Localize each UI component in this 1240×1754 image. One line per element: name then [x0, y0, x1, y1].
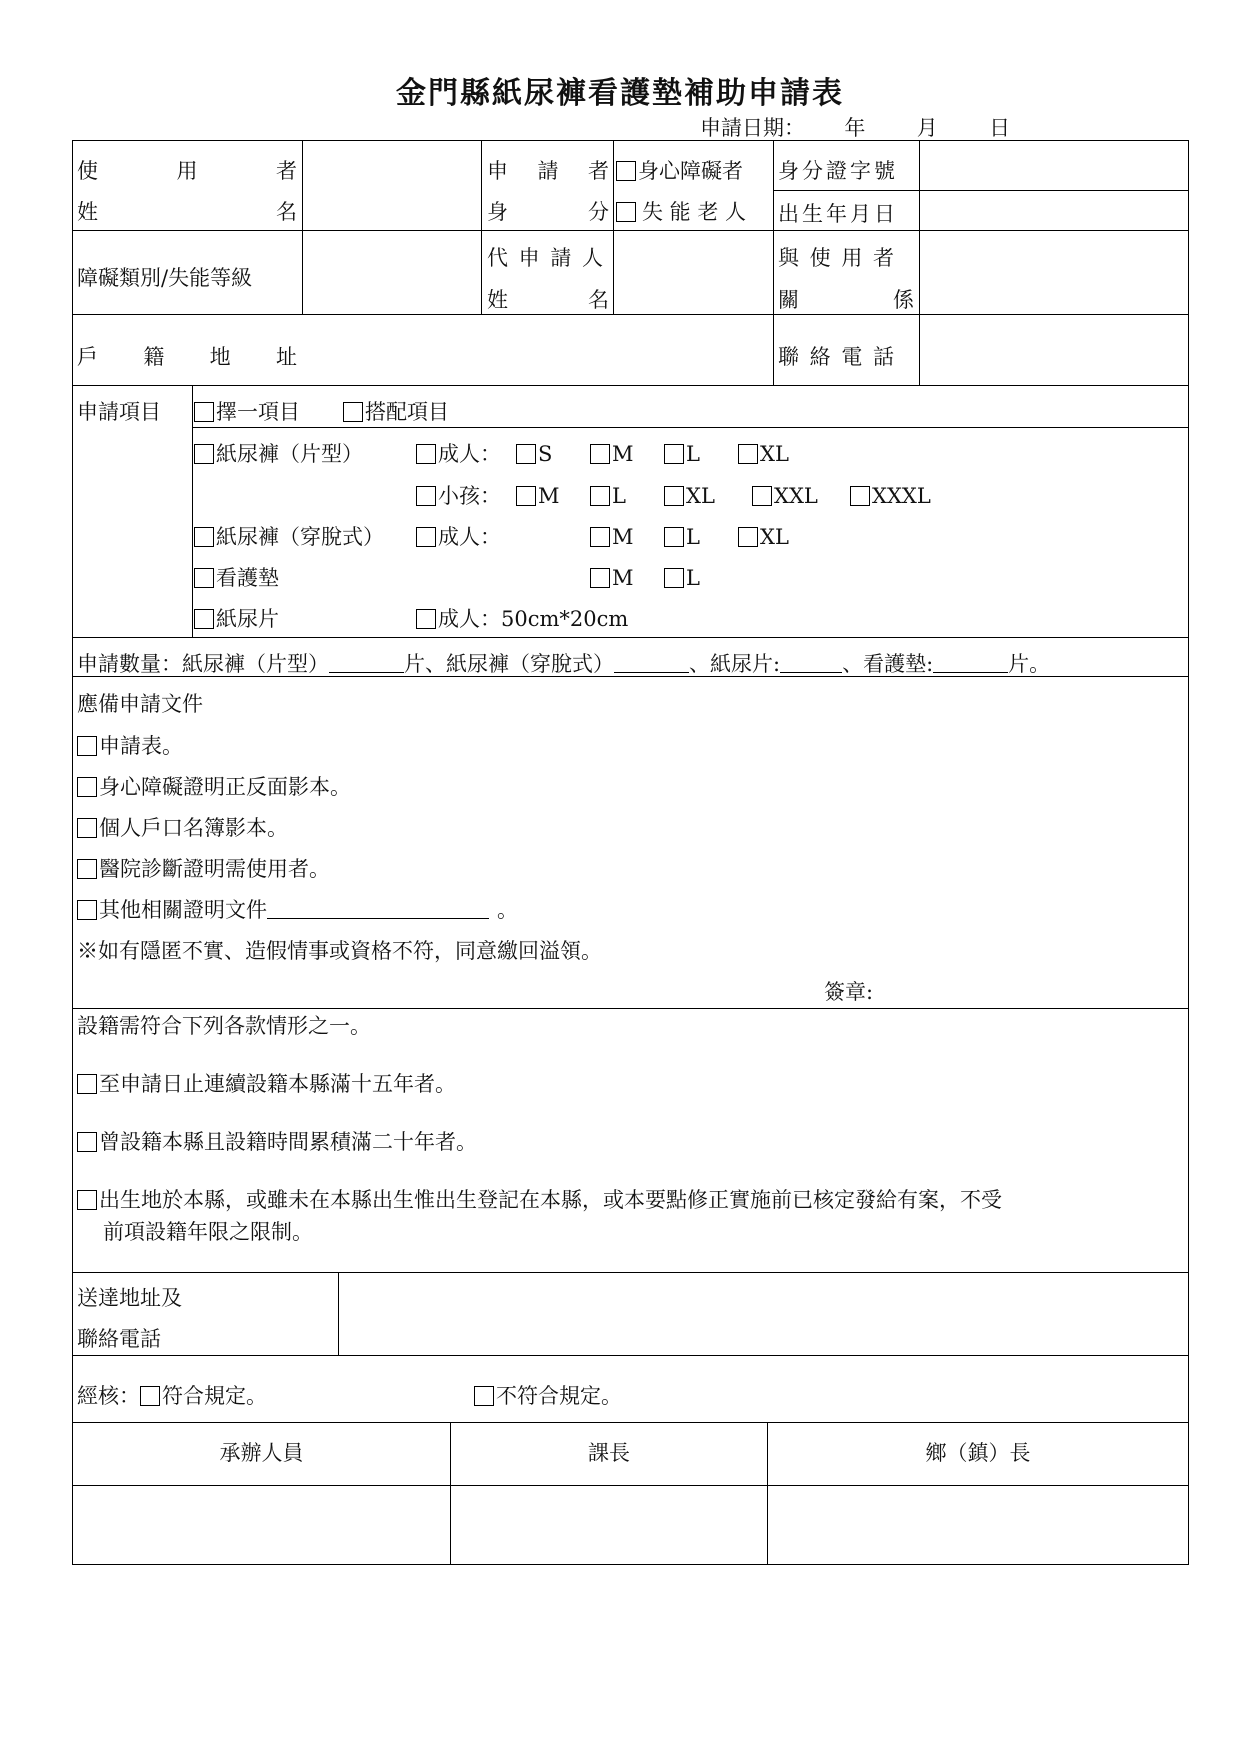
checkbox-diaper-pad-adult[interactable] [416, 609, 436, 629]
pull-size-m[interactable]: M [590, 524, 634, 550]
item-nursing-pad[interactable]: 看護墊 [194, 565, 279, 591]
date-month: 月 [916, 116, 938, 140]
doc-other-blank[interactable] [267, 899, 489, 919]
staff-header: 承辦人員 [219, 1441, 304, 1465]
doc-disability-certificate[interactable]: 身心障礙證明正反面影本。 [77, 774, 351, 800]
sheet-child-size-xxl[interactable]: XXL [752, 483, 818, 509]
sheet-adult-size-xl[interactable]: XL [738, 441, 789, 467]
doc-application-form[interactable]: 申請表。 [77, 733, 183, 759]
checkbox-size[interactable] [738, 444, 758, 464]
sheet-child-size-xxxl[interactable]: XXXL [850, 483, 931, 509]
checkbox-combo[interactable] [343, 402, 363, 422]
agent-name-label-top: 代 申 請 人 [487, 246, 606, 270]
false-statement-note: ※如有隱匿不實、造假情事或資格不符，同意繳回溢領。 [77, 939, 602, 963]
diaper-pull-adult[interactable]: 成人： [416, 524, 501, 550]
birth-date-label: 出生年月日 [778, 202, 898, 226]
contact-phone-field[interactable] [920, 315, 1187, 384]
agent-name-field[interactable] [614, 231, 772, 313]
checkbox-doc[interactable] [77, 859, 97, 879]
applicant-identity-label-top: 申 請 者 [487, 159, 609, 183]
option-choose-one[interactable]: 擇一項目 [194, 399, 300, 425]
id-number-label: 身分證字號 [778, 159, 898, 183]
quantity-pull-blank[interactable] [614, 653, 689, 673]
checkbox-size[interactable] [664, 486, 684, 506]
disability-category-label: 障礙類別/失能等級 [77, 266, 253, 290]
signature-field[interactable] [880, 974, 1180, 1006]
residency-15-years[interactable]: 至申請日止連續設籍本縣滿十五年者。 [77, 1071, 456, 1097]
checkbox-elderly[interactable] [616, 202, 636, 222]
pad-size-l[interactable]: L [664, 565, 700, 591]
user-name-label-bottom: 姓 名 [77, 200, 297, 224]
birth-date-field[interactable] [920, 191, 1187, 229]
sheet-child-size-xl[interactable]: XL [664, 483, 715, 509]
checkbox-review-not-ok[interactable] [474, 1386, 494, 1406]
checkbox-size[interactable] [590, 486, 610, 506]
mayor-header: 鄉（鎮）長 [925, 1441, 1031, 1465]
user-name-label-top: 使 用 者 [77, 159, 297, 183]
checkbox-disabled[interactable] [616, 161, 636, 181]
mayor-sign-field[interactable] [768, 1486, 1188, 1563]
diaper-pad-adult[interactable]: 成人：50cm*20cm [416, 606, 628, 632]
option-combo[interactable]: 搭配項目 [343, 399, 449, 425]
id-number-field[interactable] [920, 141, 1187, 189]
checkbox-size[interactable] [738, 527, 758, 547]
sheet-child-size-m[interactable]: M [516, 483, 560, 509]
date-label: 申請日期： [700, 116, 805, 140]
doc-household-register[interactable]: 個人戶口名簿影本。 [77, 815, 288, 841]
item-diaper-pad[interactable]: 紙尿片 [194, 606, 279, 632]
review-row: 經核： 符合規定。 [77, 1384, 267, 1408]
doc-hospital-diagnosis[interactable]: 醫院診斷證明需使用者。 [77, 856, 330, 882]
user-name-field[interactable] [303, 141, 480, 229]
sheet-adult-size-s[interactable]: S [516, 441, 552, 467]
household-address-field[interactable] [303, 315, 772, 384]
checkbox-size[interactable] [590, 444, 610, 464]
item-diaper-pull[interactable]: 紙尿褲（穿脫式） [194, 524, 384, 550]
checkbox-choose-one[interactable] [194, 402, 214, 422]
chief-sign-field[interactable] [451, 1486, 767, 1563]
date-year: 年 [844, 116, 866, 140]
checkbox-diaper-pull[interactable] [194, 527, 214, 547]
residency-heading: 設籍需符合下列各款情形之一。 [77, 1014, 371, 1038]
checkbox-size[interactable] [590, 527, 610, 547]
signature-label: 簽章: [824, 980, 874, 1004]
application-date [700, 112, 1010, 142]
chief-header: 課長 [588, 1441, 630, 1465]
checkbox-size[interactable] [850, 486, 870, 506]
item-diaper-sheet[interactable]: 紙尿褲（片型） [194, 441, 363, 467]
sheet-adult-size-l[interactable]: L [664, 441, 700, 467]
apply-items-label: 申請項目 [77, 400, 161, 424]
checkbox-pull-adult[interactable] [416, 527, 436, 547]
required-docs-heading: 應備申請文件 [77, 692, 203, 716]
doc-other[interactable]: 其他相關證明文件 。 [77, 897, 518, 923]
delivery-label-line1: 送達地址及 [77, 1286, 182, 1310]
pull-size-xl[interactable]: XL [738, 524, 789, 550]
sheet-child-size-l[interactable]: L [590, 483, 626, 509]
relation-label-bottom: 關 係 [778, 288, 914, 312]
checkbox-sheet-adult[interactable] [416, 444, 436, 464]
relation-field[interactable] [920, 231, 1187, 313]
checkbox-doc[interactable] [77, 818, 97, 838]
review-not-ok[interactable]: 不符合規定。 [474, 1383, 622, 1409]
checkbox-residency[interactable] [77, 1074, 97, 1094]
pull-size-l[interactable]: L [664, 524, 700, 550]
checkbox-doc[interactable] [77, 777, 97, 797]
checkbox-size[interactable] [664, 568, 684, 588]
checkbox-size[interactable] [664, 527, 684, 547]
contact-phone-label: 聯 絡 電 話 [778, 345, 897, 369]
checkbox-size[interactable] [664, 444, 684, 464]
checkbox-doc[interactable] [77, 900, 97, 920]
relation-label-top: 與 使 用 者 [778, 246, 897, 270]
checkbox-residency[interactable] [77, 1190, 97, 1210]
quantity-sheet-blank[interactable] [329, 653, 404, 673]
diaper-sheet-child[interactable]: 小孩： [416, 483, 501, 509]
apply-quantity-row: 申請數量：紙尿褲（片型） 片、紙尿褲（穿脫式） 、紙尿片: 、看護墊: 片。 [77, 652, 1051, 676]
checkbox-sheet-child[interactable] [416, 486, 436, 506]
sheet-adult-size-m[interactable]: M [590, 441, 634, 467]
checkbox-size[interactable] [590, 568, 610, 588]
agent-name-label-bottom: 姓 名 [487, 288, 609, 312]
quantity-nursing-pad-blank[interactable] [933, 653, 1008, 673]
applicant-identity-label-bottom: 身 分 [487, 200, 609, 224]
form-title: 金門縣紙尿褲看護墊補助申請表 [396, 76, 844, 111]
checkbox-size[interactable] [516, 486, 536, 506]
delivery-label-line2: 聯絡電話 [77, 1327, 161, 1351]
staff-sign-field[interactable] [73, 1486, 450, 1563]
checkbox-size[interactable] [752, 486, 772, 506]
disability-category-field[interactable] [303, 231, 480, 313]
checkbox-doc[interactable] [77, 736, 97, 756]
diaper-sheet-adult[interactable]: 成人： [416, 441, 501, 467]
identity-option-elderly[interactable]: 失 能 老 人 [616, 199, 746, 225]
checkbox-diaper-sheet[interactable] [194, 444, 214, 464]
checkbox-review-ok[interactable] [140, 1386, 160, 1406]
quantity-diaper-pad-blank[interactable] [780, 653, 842, 673]
pad-size-m[interactable]: M [590, 565, 634, 591]
residency-birth-continued: 前項設籍年限之限制。 [103, 1220, 313, 1244]
checkbox-size[interactable] [516, 444, 536, 464]
delivery-address-field[interactable] [339, 1273, 1187, 1354]
date-day: 日 [989, 116, 1011, 140]
checkbox-residency[interactable] [77, 1132, 97, 1152]
checkbox-diaper-pad[interactable] [194, 609, 214, 629]
residency-20-years[interactable]: 曾設籍本縣且設籍時間累積滿二十年者。 [77, 1129, 477, 1155]
residency-birth[interactable]: 出生地於本縣，或雖未在本縣出生惟出生登記在本縣，或本要點修正實施前已核定發給有案，不受 [77, 1187, 1002, 1213]
checkbox-nursing-pad[interactable] [194, 568, 214, 588]
household-address-label: 戶 籍 地 址 [77, 345, 297, 369]
identity-option-disabled[interactable]: 身心障礙者 [616, 158, 743, 184]
